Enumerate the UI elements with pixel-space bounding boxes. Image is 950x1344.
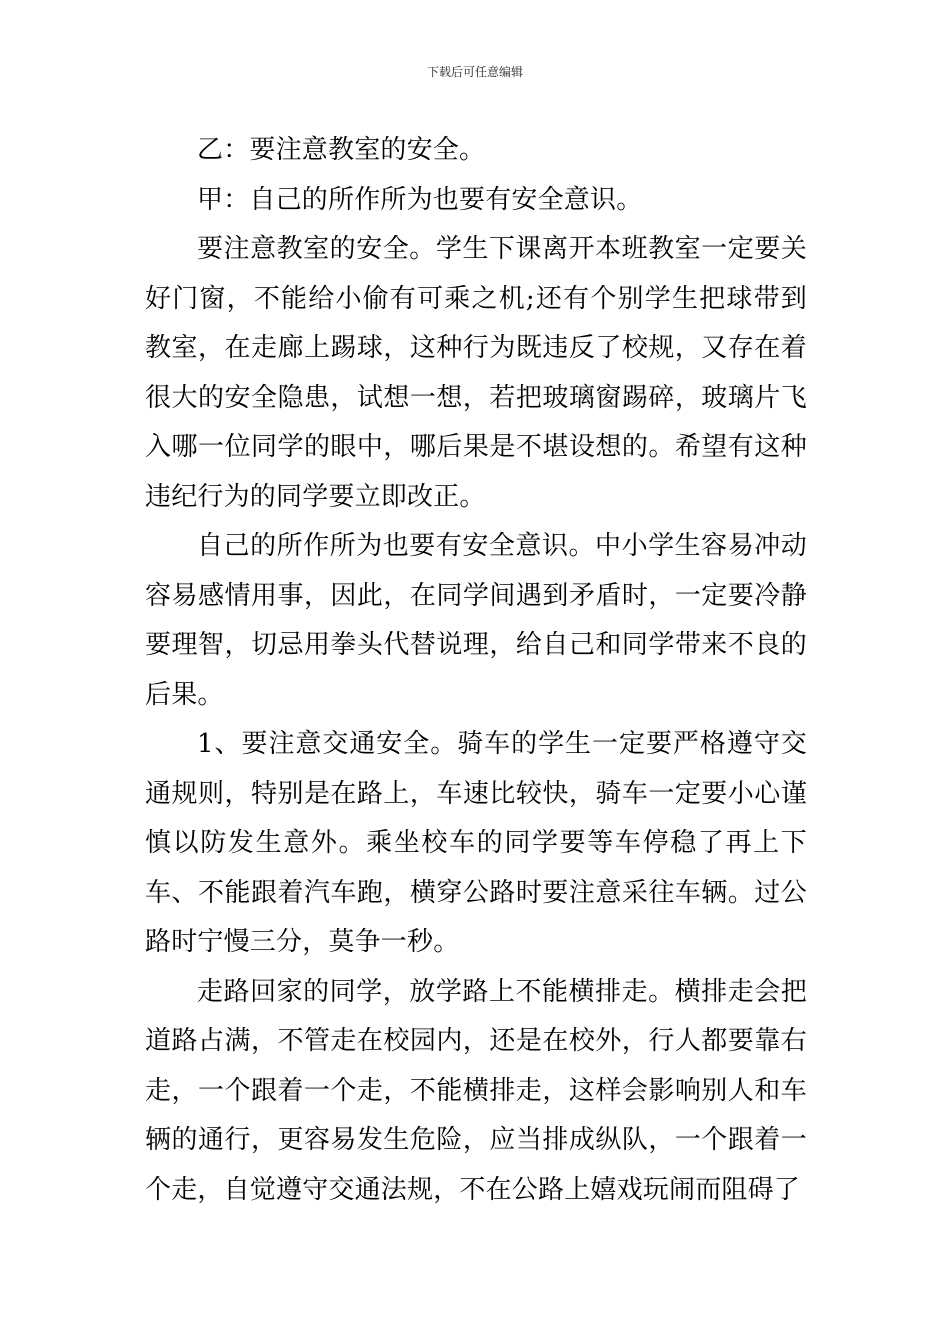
paragraph-dialogue-jia: 甲：自己的所作所为也要有安全意识。 (197, 184, 643, 215)
paragraph-traffic-safety: 1、要注意交通安全。骑车的学生一定要严格遵守交通规则，特别是在路上，车速比较快，骑车一定要小心谨慎以防发生意外。乘坐校车的同学要等车停稳了再上下车、不能跟着汽车跑，横穿公路时要注意采往车辆。过公路时宁慢三分，莫争一秒。 (145, 729, 807, 957)
document-body (145, 126, 807, 1215)
paragraph-self-awareness: 自己的所作所为也要有安全意识。中小学生容易冲动容易感情用事，因此，在同学间遇到矛盾时，一定要冷静要理智，切忌用拳头代替说理，给自己和同学带来不良的后果。 (145, 531, 807, 710)
page-header: 下载后可任意编辑 (426, 65, 523, 79)
paragraph-walking-home: 走路回家的同学，放学路上不能横排走。横排走会把道路占满，不管走在校园内，还是在校外，行人都要靠右走，一个跟着一个走，不能横排走，这样会影响别人和车辆的通行，更容易发生危险，应当排成纵队，一个跟着一个走，自觉遵守交通法规，不在公路上嬉戏玩闹而阻碍了 (145, 976, 807, 1205)
paragraph-dialogue-yi: 乙：要注意教室的安全。 (197, 135, 486, 165)
paragraph-classroom-safety: 要注意教室的安全。学生下课离开本班教室一定要关好门窗，不能给小偷有可乘之机;还有个别学生把球带到教室，在走廊上踢球，这种行为既违反了校规，又存在着很大的安全隐患，试想一想，若把玻璃窗踢碎，玻璃片飞入哪一位同学的眼中，哪后果是不堪设想的。希望有这种违纪行为的同学要立即改正。 (145, 234, 807, 512)
